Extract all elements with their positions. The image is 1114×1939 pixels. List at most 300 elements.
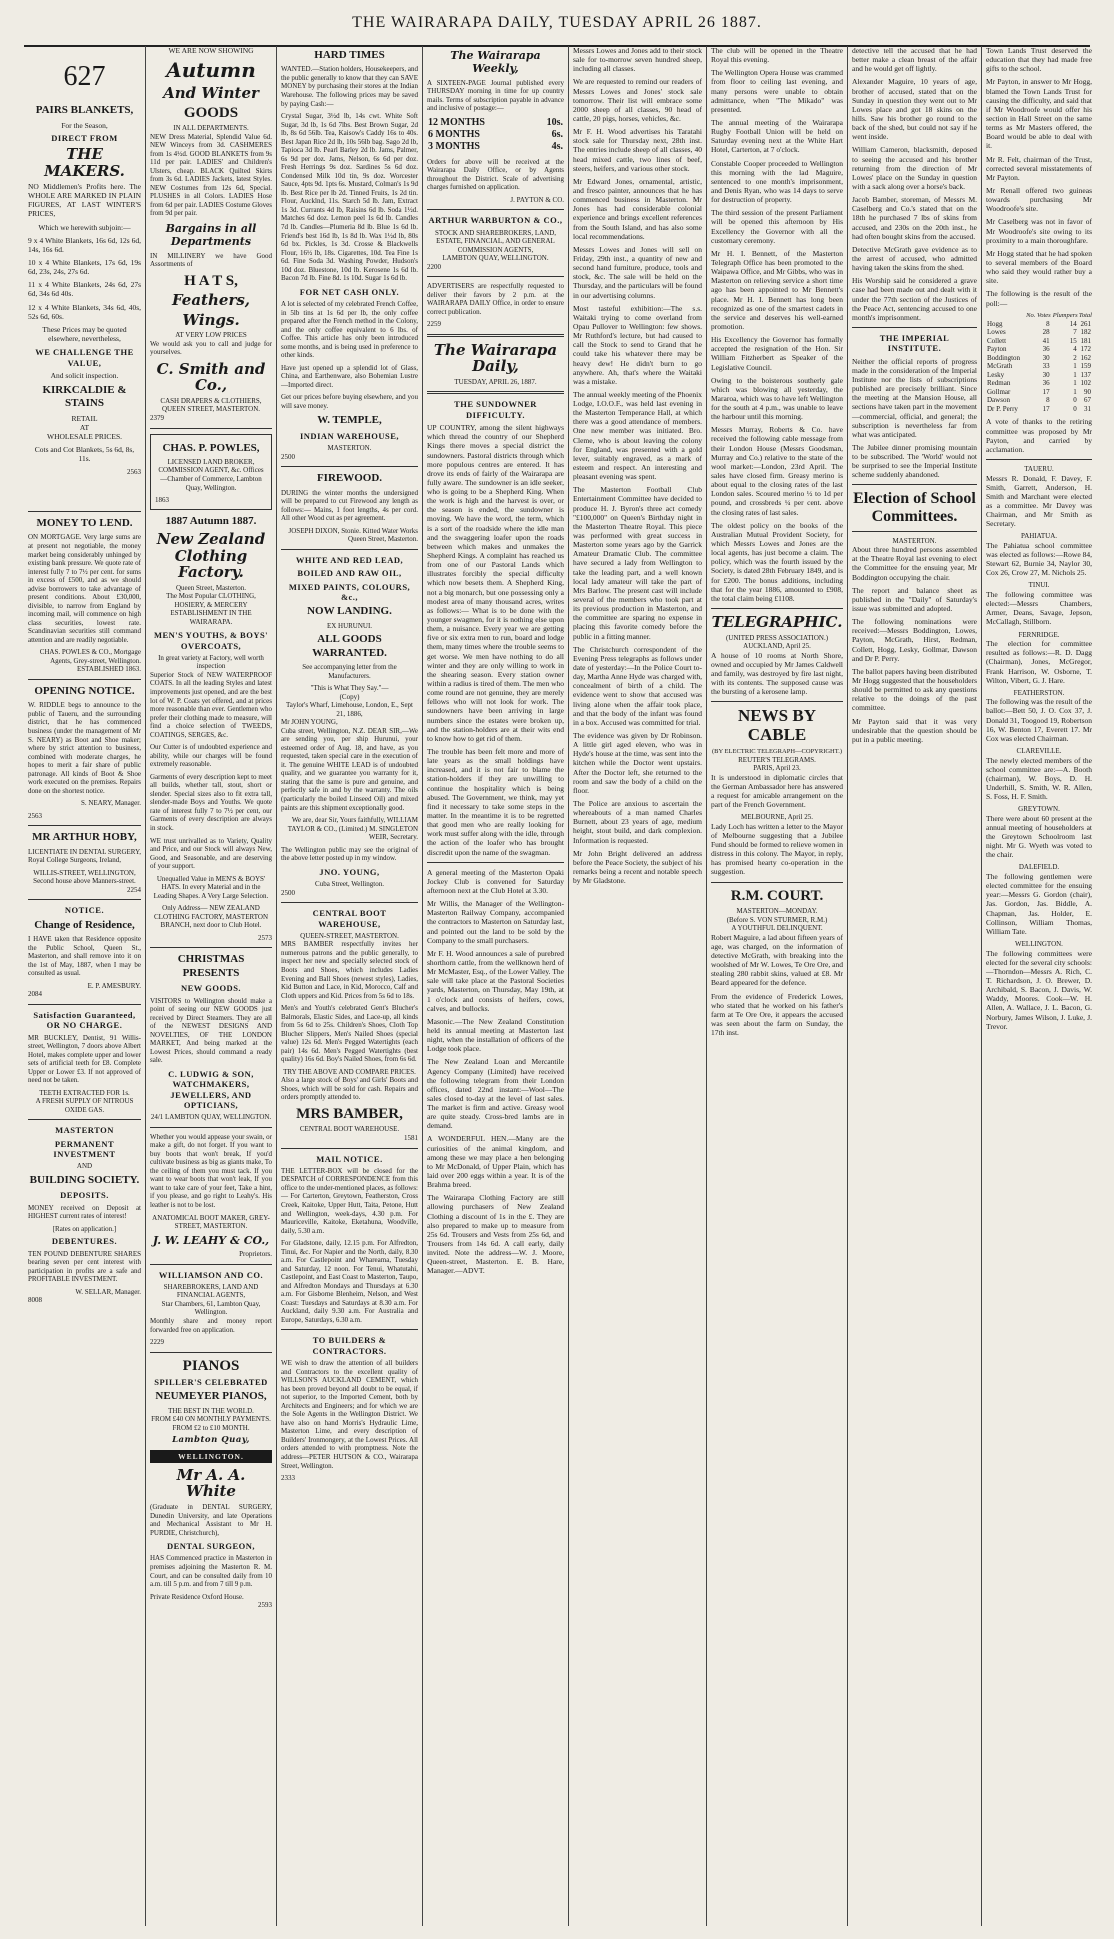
- wings: Wings.: [182, 310, 240, 329]
- poll-row: [986, 371, 1092, 380]
- dalefield-body: The following gentlemen were elected committee for the ensuing year:—Messrs G. Gordon (chair), Jas. Gordon, Jas. Biddle, A. Chapman, Jas. Holder, E. Collinson, William Thomas, William Tate.: [986, 872, 1092, 936]
- bargains: Bargains in all Departments: [165, 221, 257, 249]
- phoenix-lodge: The annual weekly meeting of the Phoenix Lodge, I.O.O.F., was held last evening in the Masterton Temperance Hall, at which there was a good attendance of members. One new member was initiated. Bro. Cleme, who is about leaving the colony for England, was presented with a gold lever, suitably engraved, as a mark of esteem and respect. An interesting and pleasant evening was spent.: [573, 389, 702, 482]
- alexander: Alexander Maguire, 10 years of age, brother of accused, stated that on the Sunday in question they went out to Mr Lowes place and got 18 skins on the hills. Saw his brother go round to the back of the shed, but could not say if he went inside.: [852, 77, 977, 142]
- jno-young: JNO. YOUNG,: [319, 866, 380, 877]
- poll-plump: 2: [1073, 353, 1077, 362]
- pianos: PIANOS: [182, 1357, 240, 1374]
- wood-sale: Mr F. H. Wood announces a sale of purebred shorthorn cattle, from the wellknown herd of Mr McMaster, Esq., of the Lower Valley. The sale will take place at the Pastoral Societies yards, Masterton, on Thursday, May 19th, at 1 o'clock and consists of heifers, cows, calves, and bullocks.: [427, 948, 564, 1013]
- poll-row: [986, 405, 1092, 414]
- visitors: VISITORS to Wellington should make a point of seeing our NEW GOODS just received by Direct Steamers. They are all of the NEWEST DESIGNS AND NOVELTIES, OF THE LONDON MARKET, And being marked at the Lowest Prices, should command a ready sale.: [150, 996, 272, 1065]
- jno-addr: Cuba Street, Wellington.: [315, 880, 384, 889]
- institute-body2: The Jubilee dinner promising mountain to be subscribed. The 'World' would not be surprised to see the Imperial Institute scheme suddenly abandoned.: [852, 442, 977, 480]
- cable-head: NEWS BY CABLE: [738, 706, 816, 744]
- warburton-addr: LAMBTON QUAY, WELLINGTON.: [442, 254, 549, 263]
- institute-body: Neither the official reports of progress made in the consideration of the Imperial Institute nor the lists of subscriptions published are precisely brilliant. Since the meeting at the Mansion House, all sections have taken part in the movement—commercial, official, and general; the subscription is nevertheless far from what was anticipated.: [852, 356, 977, 439]
- football-club: The Masterton Football Club Entertainment Committee have decided to produce H. J. Byron's three act comedy "£100,000" on Queen's Birthday night in the Masterton Theatre Royal. This piece was performed with great success in Masterton some years ago by the Garrick Amateur Dramatic Club. The committee have secured a lady from Wellington to take the leading part, and a well known local lady amateur will take the part of Mrs Barlow. The present cast will include several of the members who took part at its previous production in Masterton, and the committee are sparing no expense in placing this favorite comedy before the public in a fitting manner.: [573, 485, 702, 641]
- opening-no: 2563: [28, 811, 42, 820]
- neumeyer-city: WELLINGTON.: [150, 1450, 272, 1463]
- poll-total: 67: [1084, 396, 1091, 405]
- net-cash: FOR NET CASH ONLY.: [299, 286, 400, 297]
- lowes-jones: Messrs Lowes and Jones add to their stock sale for to-morrow seven hundred sheep, including all classes.: [573, 46, 702, 74]
- parliament: The third session of the present Parliament will be opened this afternoon by His Excellency the Governor with all the customary ceremony.: [711, 208, 843, 245]
- rate-term: 6 MONTHS: [428, 129, 480, 141]
- builders-head: TO BUILDERS & CONTRACTORS.: [312, 1335, 387, 1356]
- poll-plump: 1: [1073, 370, 1077, 379]
- low-prices: AT VERY LOW PRICES: [175, 331, 247, 340]
- millinery: IN MILLINERY we have Good Assortments of: [150, 251, 272, 269]
- telegraphic-sub: (UNITED PRESS ASSOCIATION.): [725, 633, 829, 642]
- price-line-4: 12 x 4 White Blankets, 34s 6d, 40s, 52s 6d, 60s.: [28, 302, 141, 321]
- smith-no: 2379: [150, 414, 164, 423]
- ballot: The ballot papers having been distributed Mr Hogg suggested that the householders should be permitted to ask any questions relative to the doings of the past committee.: [852, 666, 977, 713]
- masthead: [0, 0, 1114, 46]
- pahiatua-head: PAHIATUA.: [1020, 532, 1058, 541]
- cable-sub: (BY ELECTRIC TELEGRAPH—COPYRIGHT.): [711, 747, 843, 755]
- challenge: WE CHALLENGE THE VALUE,: [35, 347, 134, 368]
- cots: Cots and Cot Blankets, 5s 6d, 8s, 11s.: [34, 445, 135, 464]
- poll-votes: 17: [1042, 404, 1050, 413]
- rate-term: 12 MONTHS: [428, 116, 485, 128]
- rm-body2: From the evidence of Frederick Lowes, who stated that he worked on his father's farm at Te Ore Ore, it appears the accused was seen about the farm on Sunday, the 17th inst.: [711, 991, 843, 1038]
- wj-addr: Star Chambers, 61, Lambton Quay, Wellington.: [161, 1299, 261, 1317]
- poll-col: No. Votes: [1026, 311, 1051, 319]
- column-4: [422, 46, 568, 1926]
- nzcf-variety: In great variety at Factory, well worth inspection: [158, 653, 264, 671]
- temple-head: W. TEMPLE,: [317, 414, 382, 427]
- deposits: DEPOSITS.: [60, 1190, 109, 1201]
- white-sub: DENTAL SURGEON,: [166, 1541, 256, 1552]
- mail-body: THE LETTER-BOX will be closed for the DESPATCH of CORRESPONDENCE from this office to the under-mentioned places, as follows:— For Carterton, Greytown, Featherston, Cross Creek, Kaitoke, Upper Hutt, Taita, Petone, Hutt and Wellington, week-days, 4.30 p.m. For Mauriceville, Kaitoke, Eketahuna, Woodville, daily, 5.30 a.m.: [281, 1166, 418, 1235]
- poll-row: [986, 362, 1092, 371]
- column-3: [276, 46, 422, 1926]
- featherston-body: The following was the result of the ballot:—Bett 50, J. O. Cox 37, J. Donald 31, Toogood 19, Robertson 16, W. Benton 17, Everett 17. Mr Cox was elected Chairman.: [986, 697, 1092, 743]
- poll-name: Collett: [987, 336, 1007, 345]
- bamber: MRS BAMBER,: [296, 1105, 403, 1122]
- debentures: DEBENTURES.: [51, 1236, 118, 1247]
- poll-votes: 8: [1046, 319, 1050, 328]
- town-lands: Town Lands Trust deserved the education that they had made free gifts to the school.: [986, 46, 1092, 74]
- poll-plump: 0: [1073, 396, 1077, 405]
- cbw-addr: QUEEN-STREET, MASTERTON.: [300, 931, 399, 940]
- nzcf-head: New Zealand Clothing Factory.: [156, 530, 266, 582]
- temple-sub: INDIAN WAREHOUSE,: [299, 430, 400, 441]
- poll-name: Hogg: [987, 319, 1003, 328]
- firewood-body: DURING the winter months the undersigned will be prepared to cut Firewood any length as follows:— Mains, 1 foot lengths, 4s per cord. All other Wood cut as per agreement.: [281, 488, 418, 523]
- election-head: Election of School Committees.: [853, 490, 976, 526]
- tinui-body: The following committee was elected:—Messrs Chambers, Armer, Deans, Savage, Jepson, McCallagh, Stillborn.: [986, 589, 1092, 627]
- firewood-sign: JOSEPH DIXON, Stonie. Kitted Water Works Queen Street, Masterton.: [288, 526, 418, 544]
- direct-from: DIRECT FROM: [51, 132, 118, 143]
- white-addr: Private Residence Oxford House.: [150, 1592, 244, 1601]
- white-body: (Graduate in DENTAL SURGERY, Dunedin University, and late Operations and Mechanical Assistant to Mr H. PURDIE, Christchurch),: [150, 1502, 272, 1537]
- paper-date: TUESDAY, APRIL 26, 1887.: [454, 377, 537, 386]
- rate-price: 10s.: [546, 116, 563, 128]
- editorial-body2: The trouble has been felt more and more of late years as the small holdings have increased, and it is not fair to blame the station-holders if they are unwilling to continue the hospitality which is being abused. The Government, we think, may yet find it necessary to take some steps in the matter. In the meantime it is to be regretted that good men who are really looking for work must suffer along with the idle, through the action of the loafer who has brought discredit upon the name of the swagman.: [427, 747, 564, 857]
- feathers: Feathers,: [171, 291, 251, 310]
- clareville-body: The newly elected members of the school committee are:—A. Booth (chairman), W. Boys, D. H. Underhill, S. Smith, W. R. Allen, S. Foss, H. F. Smith.: [986, 755, 1092, 802]
- poll-votes: 30: [1042, 370, 1050, 379]
- blanket-intro: NO Middlemen's Profits here. The WHOLE ARE MARKED IN PLAIN FIGURES, AT LAST WINTER'S PRICES,: [28, 182, 141, 219]
- poll-row: [986, 328, 1092, 337]
- poll-votes: 30: [1042, 353, 1050, 362]
- remain: We are, dear Sir, Yours faithfully, WILLIAM TAYLOR & CO., (Limited.) M. SINGLETON WEIR, Secretary.: [287, 816, 418, 842]
- nzcf-body: The Most Popular CLOTHING, HOSIERY, & MERCERY ESTABLISHMENT IN THE WAIRARAPA.: [166, 592, 256, 626]
- wellington-head: WELLINGTON.: [1015, 940, 1063, 948]
- price-line-2: 10 x 4 White Blankets, 17s 6d, 19s 6d, 23s, 24s, 27s 6d.: [28, 258, 141, 277]
- poll-total: 90: [1084, 387, 1091, 396]
- taylor: Taylor's Wharf, Limehouse, London, E., Sept 21, 1886,: [285, 701, 413, 718]
- poll-votes: 36: [1042, 345, 1050, 354]
- hoby-addr: WILLIS-STREET, WELLINGTON,: [33, 868, 136, 877]
- weekly-note: Orders for above will be received at the Wairarapa Daily Office, or by Agents throughout the District. Scale of advertising charges furnished on application.: [427, 157, 564, 192]
- jones-painter: Mr Edward Jones, ornamental, artistic, and fresco painter, announces that he has commenced business in Masterton. Mr Jones has had considerable colonial experience and brings excellent references from the South Island, and has also some local recommendations.: [573, 176, 702, 241]
- rate-price: 6s.: [551, 129, 563, 141]
- featherston-head: FEATHERSTON.: [1013, 688, 1065, 697]
- rm-youth: A YOUTHFUL DELINQUENT.: [731, 924, 823, 933]
- police-notice: The Police are anxious to ascertain the whereabouts of a man named Charles Burnett, about 23 years of age, medium height, stout build, and dark complexion. Information is requested.: [573, 798, 702, 845]
- mixed-paints: MIXED PAINTS, COLOURS, &c.,: [288, 581, 411, 602]
- deposits-body: MONEY received on Deposit at HIGHEST current rates of interest!: [28, 1203, 141, 1221]
- goods-list: NEW Dress Material, Splendid Value 6d. NEW Winceys from 3d. CASHMERES from 1s 4½d. GOOD BLANKETS from 9s 11d per pair. LADIES' and Children's Ulsters, cheap. BLACK Quilted Skirts from 3s 6d. LADIES Jackets, latest Styles. NEW Costumes from 12s 6d, Special. PLUSHES in all Colors. LADIES Hose from 6d per pair. LADIES Costume Gloves from 9d per pair.: [150, 132, 272, 218]
- institute-head: THE IMPERIAL INSTITUTE.: [879, 332, 950, 354]
- reuters: REUTER'S TELEGRAMS.: [738, 755, 816, 764]
- column-7: [847, 46, 981, 1926]
- nzcf-trust: WE trust unrivalled as to Variety, Quality and Price, and our Stock will always New, Good, and Seasonable, and are deserving of your support.: [150, 836, 272, 871]
- debentures-body: TEN POUND DEBENTURE SHARES bearing seven per cent interest with participation in profits are a safe and PROFITABLE INVESTMENT.: [28, 1249, 141, 1284]
- bamber-no: 1581: [404, 1133, 418, 1142]
- quoted-note: These Prices may be quoted elsewhere, nevertheless,: [42, 324, 127, 344]
- opening-body: W. RIDDLE begs to announce to the public of Taueru, and the surrounding district, that he has commenced business (under the management of Mr S. NEARY) as Boot and Shoe maker; where by strict attention to business, combined with moderate charges, he hopes to merit a fair share of public patronage. All kinds of Boot & Shoe work executed on the premises. Repairs done on the shortest notice.: [28, 701, 141, 795]
- satisfaction: Satisfaction Guaranteed, OR NO CHARGE.: [33, 1009, 136, 1031]
- poll-total: 181: [1080, 336, 1091, 345]
- rm-head: R.M. COURT.: [730, 887, 824, 904]
- poll-name: Dr P. Perry: [987, 404, 1018, 413]
- mpibs-3: AND: [76, 1162, 93, 1171]
- hogg-stated: Mr Hogg stated that he had spoken to several members of the Board who said they would rather buy a site.: [986, 248, 1092, 286]
- column-5: [568, 46, 706, 1926]
- ludwig: C. LUDWIG & SON, WATCHMAKERS, JEWELLERS, AND OPTICIANS,: [168, 1068, 254, 1110]
- cbw-head: CENTRAL BOOT WAREHOUSE,: [312, 908, 387, 929]
- mararoa: Owing to the boisterous southerly gale which was blowing all yesterday, the Mararoa, which was to have left Wellington for the south at 4 p.m., was unable to leave the harbour until this morning.: [711, 375, 843, 422]
- cots-no: 2563: [127, 467, 141, 476]
- mail-head: MAIL NOTICE.: [316, 1153, 383, 1164]
- newspaper-header: THE WAIRARAPA DAILY, TUESDAY APRIL 26 1887.: [352, 14, 762, 31]
- fernridge-body: The election for committee resulted as follows:—R. D. Dagg (Chairman), Jones, McGregor, Frank Harrison, W. Osborne, T. Wilton, Vibert, G. J. Hare.: [986, 639, 1092, 685]
- auckland-body: A house of 10 rooms at North Shore, owned and occupied by Mr James Caldwell and family, was destroyed by fire last night, with its contents. The supposed cause was the bursting of a kerosene lamp.: [711, 650, 843, 697]
- change-body: I HAVE taken that Residence opposite the Public School, Queen St., Masterton, and shall remove into it on the 1st of May, 1887, when I may be consulted as usual.: [28, 935, 141, 978]
- new-opened: Have just opened up a splendid lot of Glass, China, and Earthenware, also Bohemian Lustre—Imported direct.: [281, 363, 418, 389]
- money-head: MONEY TO LEND.: [36, 517, 133, 530]
- warburton-no: 2200: [427, 262, 441, 271]
- masterton-body2: The report and balance sheet as published in the "Daily" of Saturday's issue was submitted and adopted.: [852, 585, 977, 614]
- now-showing: WE ARE NOW SHOWING: [168, 46, 254, 55]
- poll-total: 159: [1080, 362, 1091, 371]
- powles-head: CHAS. P. POWLES,: [162, 441, 260, 454]
- call-judge: We would ask you to call and judge for yourselves.: [150, 339, 272, 357]
- poll-votes: 33: [1042, 362, 1050, 371]
- poll-plump: 7: [1073, 328, 1077, 337]
- hard-head: HARD TIMES: [314, 49, 385, 61]
- wonderful-hen: A WONDERFUL HEN.—Many are the curiosities of the animal kingdom, and among these we may place a hen belonging to Mr McDonald, of Upper Plain, which has laid over 200 eggs within a year. It is of the Brahma breed.: [427, 1134, 564, 1190]
- ex-hurunui: EX HURUNUI.: [326, 621, 373, 630]
- poll-total: 31: [1084, 404, 1091, 413]
- hard-list: Crystal Sugar, 3½d lb, 14s cwt. White Soft Sugar, 3d lb, 1s 6d 7lbs. Best Brown Sugar, 2d lb, 8s 6d 56lb. Tea, Kaisow's Caddy 16s to 40s. Best Japan Rice 2d lb, 10s 56lb bag. Sago 2d lb, Tapioca 3d lb. Pearl Barley 2d lb. Jams, Palmer, 6s 9d per doz. Jams, Nelson, 6s 6d per doz. Fresh Herrings 9s doz. Sardines 5s 6d doz. Condensed Milk 10d tin, 9s doz. Worcester Sauce, 4pts 9d. 1pts 6s. Mustard, Colman's 1s 9d lb. Best Rice per lb 2d. Tinned Fruits, 1s 2d tin. Flour, Aucklnd, 11s. Starch 5d lb. Jam, Extract 1s 3d. Currants 4d lb, Raisins 6d lb. Soda 1½d. Matches 6d doz. Lemon peel 1s 6d lb. Candles 7d lb. Candles—Plumeria 8d lb. Blue 1s 6d lb. Friend's best 16d lb, 1s 8d lb. Wax 1½d lb, 80s 6d bx. Pickles, 1s 3d. Crosse & Blackwells Flour, 16½ lb, 18s. Cigarettes, 10d. Tea Fine 1s 6d. Fine Soda 3d. Washing Powder, Hudson's 10d doz. Bluestone, 10d lb. Kerosene 1s 6d lb. Bacon 7d lb. Fine 8d. 1s 10d. Sugar 1s 6d lb.: [281, 112, 418, 283]
- teeth-gas: A FRESH SUPPLY OF NITROUS OXIDE GAS.: [35, 1097, 134, 1114]
- rates-table: [427, 117, 564, 154]
- wj: WILLIAMSON AND CO.: [158, 1269, 264, 1280]
- smith-sub: CASH DRAPERS & CLOTHIERS,: [160, 396, 262, 405]
- loan-agency: The New Zealand Loan and Mercantile Agency Company (Limited) have received the following telegram from their London offices, dated 22nd instant:—Wool—The sales closed to-day at the level of last sales. The market is firm and active. Greasy wool are quite steady. Cross-bred lambs are in demand.: [427, 1057, 564, 1131]
- dalefield-head: DALEFIELD.: [1018, 863, 1060, 872]
- telegraphic-head: TELEGRAPHIC.: [711, 613, 843, 632]
- leahy-verse: Whether you would appease your swain, or make a gift, do not forget. If you want to buy boots that won't break, If you'd cultivate business as big as giants make, To the ceiling of them you must tack. If you want to wear boots that won't leak, If you want to take care of your feet, Take a hint, if you please, and go right to Leahy's. His leather is not to be lost.: [150, 1132, 272, 1209]
- constable-cooper: Constable Cooper proceeded to Wellington this morning with the lad Maguire, sentenced to one month's imprisonment, and Denis Ryan, who was 14 days to serve for destruction of property.: [711, 158, 843, 205]
- all-goods-warranted: ALL GOODS WARRANTED.: [312, 633, 387, 659]
- greytown-body: There were about 60 present at the annual meeting of householders at the Greytown Schoolroom last night. Mr G. Wyeth was voted to the chair.: [986, 813, 1092, 860]
- builders-body: WE wish to draw the attention of all builders and Contractors to the excellent quality of WILLSON'S AUCKLAND CEMENT, which has been proved beyond all doubt to be equal, if not superior, to the Imported Cement, both by Architects and Engineers; and for which we are the Sole Agents in the Wellington District. We have also on hand Morris's Hydraulic Lime, Masterton Lime, and every description of Builders' Ironmongery, at the Lowest Prices. All orders attended to with promptness. Note the address—PETER HUTSON & CO., Wairarapa Street, Wellington.: [281, 1359, 418, 1470]
- opera: The Wellington Opera House was crammed from floor to ceiling last evening, and many persons were unable to obtain admittance, when "The Mikado" was presented.: [711, 68, 843, 114]
- poll-votes: 17: [1042, 387, 1050, 396]
- money-body: ON MORTGAGE. Very large sums are at present not negotiable, the money market being considerably unhinged by existing bank pressure. We quote rate of interest fully 7 to 7½ per cent. for sums in excess of £500, and as we should advise borrowers to take advantage of present conditions. About £30,000, divisible, to narrow from England by incoming mail, will commence on high class securities, lowest rate. Scandinavian securities still command attention and are readily negotiable.: [28, 533, 141, 644]
- see-letter: See accompanying letter from the Manufacturers.: [302, 663, 397, 680]
- hats: H A T S,: [184, 272, 238, 289]
- worship: His Worship said he considered a grave case had been made out and dealt with it under the 77th section of the Justices of the Peace Act, sentencing accused to one month's imprisonment.: [852, 276, 977, 322]
- nzcf-mens: MEN'S YOUTHS, & BOYS' OVERCOATS,: [153, 630, 269, 651]
- paris-dateline: PARIS, April 23.: [753, 764, 801, 773]
- leahy: J. W. LEAHY & CO.,: [152, 1233, 270, 1247]
- column-6: [706, 46, 847, 1926]
- auckland-dateline: AUCKLAND, April 25.: [743, 642, 811, 651]
- temple-no: 2500: [281, 452, 295, 461]
- poll-col: Plumpers: [1052, 311, 1078, 319]
- pahiatua-body: The Pahiatua school committee was elected as follows:—Rowe 84, Stewart 62, Burnie 34, Naylor 30, Cox 26, Crow 27, M. Nichols 25.: [986, 540, 1092, 578]
- nzcf-garment: Garments of every description kept to meet all builds, whether tall, stout, short or slender. Special sizes also to fit extra tall, slender-made Boys and Youths. We quote rate of interest fully 7 to 7½ per cent, our Garments of every description are always in stock.: [150, 772, 272, 832]
- change-sign: E. P. AMESBURY.: [87, 981, 141, 990]
- poll-plump: 15: [1069, 336, 1077, 345]
- poll-plump: 1: [1073, 362, 1077, 371]
- hyde-evidence: The evidence was given by Dr Robinson. A little girl aged eleven, who was in Hyde's house at the time, was sent into the kitchen while the Doctor went upstairs. After the Doctor left, she returned to the room and saw the body of a child on the floor.: [573, 730, 702, 795]
- at: AT: [79, 422, 90, 432]
- bennett: Mr H. I. Bennett, of the Masterton Telegraph Office has been promoted to the Waipawa Office, and Mr Gibbs, who was in Masterton on relieving service a short time ago has been appointed to Mr Bennett's place. Mr H. I. Bennett has long been recognized as one of the smartest cadets in the service and deserves his well-earned promotion.: [711, 248, 843, 331]
- poll-total: 261: [1080, 319, 1091, 328]
- poll-name: Payton: [987, 345, 1007, 354]
- poll-row: [986, 379, 1092, 388]
- rugby: The annual meeting of the Wairarapa Rugby Football Union will be held on Saturday evening next at the White Hart Hotel, Carterton, at 7 o'clock.: [711, 117, 843, 155]
- requested: We are requested to remind our readers of Messrs Lowes and Jones' stock sale tomorrow. Their list will embrace some 2000 sheep of all classes, 90 head of cattle, 20 pigs, horses, vehicles, &c.: [573, 77, 702, 123]
- autumn-year: 1887 Autumn 1887.: [165, 514, 257, 527]
- debentures-no: 8008: [28, 1296, 42, 1305]
- for-season: For the Season,: [61, 120, 108, 130]
- notice-label: NOTICE.: [64, 905, 105, 916]
- weekly-sign: J. PAYTON & CO.: [510, 195, 564, 204]
- poll-name: Lowes: [987, 328, 1006, 337]
- greytown-head: GREYTOWN.: [1018, 805, 1060, 814]
- wj-no: 2229: [150, 1338, 164, 1347]
- rate-term: 3 MONTHS: [428, 141, 480, 153]
- poll-total: 137: [1080, 370, 1091, 379]
- change-no: 2084: [28, 990, 42, 999]
- bamber-sub: CENTRAL BOOT WAREHOUSE.: [299, 1125, 400, 1134]
- column-1: [24, 46, 145, 1926]
- poll-name: McGrath: [987, 362, 1013, 371]
- neumeyer-sub: THE BEST IN THE WORLD.: [168, 1406, 254, 1415]
- fernridge-head: FERNRIDGE.: [1018, 630, 1060, 639]
- lowes-furniture: Messrs Lowes and Jones will sell on Friday, 29th inst., a quantity of new and second hand furniture, produce, tools and stock, &c. The sale will be held on the Thursday, and the particulars will be found in our advertising columns.: [573, 244, 702, 300]
- hard-body: WANTED.—Station holders, Housekeepers, and the public generally to know that they can SAVE MONEY by purchasing their stores at the Indian Warehouse. The following prices may be saved by paying Cash:—: [281, 65, 418, 108]
- leahy-prop: Proprietors.: [239, 1250, 272, 1258]
- poll-name: Boddington: [987, 353, 1021, 362]
- masonic: Masonic.—The New Zealand Constitution held its annual meeting at Masterton last night, when the installation of officers of the Lodge took place.: [427, 1016, 564, 1054]
- builders-no: 2333: [281, 1474, 295, 1483]
- smith-firm: C. Smith and Co.,: [156, 359, 266, 395]
- rate-price: 4s.: [551, 141, 563, 153]
- xmas: CHRISTMAS PRESENTS: [177, 953, 245, 979]
- retail: RETAIL: [71, 413, 98, 423]
- clothing-factory-item: The Wairarapa Clothing Factory are still allowing purchasers of New Zealand Clothing a discount of 1s in the £. They are also prepared to make up to measure from 25s 6d. Trousers and Vests from 25s 6d, and Trousers from 14s 6d. A call early, daily invited. Note the address—W. J. Moore, Queen-street, Masterton. E. B. Hare, Manager.—ADVT.: [427, 1193, 564, 1276]
- poll-votes: 41: [1042, 336, 1050, 345]
- autumn: Autumn: [166, 58, 256, 83]
- nzcf-cutter: Our Cutter is of undoubted experience and ability, while our charges will be found extremely reasonable.: [150, 743, 272, 769]
- editorial-head: THE SUNDOWNER DIFFICULTY.: [454, 399, 537, 420]
- column-2: [145, 46, 276, 1926]
- kirkcaldie-firm: KIRKCALDIE & STAINS: [42, 384, 127, 410]
- smith-addr: QUEEN STREET, MASTERTON.: [161, 405, 261, 414]
- neumeyer-addr: Lambton Quay,: [172, 1435, 250, 1446]
- price-line-1: 9 x 4 White Blankets, 16s 6d, 12s 6d, 14s, 16s 6d.: [28, 235, 141, 254]
- theatre: The club will be opened in the Theatre Royal this evening.: [711, 46, 843, 65]
- jockey-club: A general meeting of the Masterton Opaki Jockey Club is convened for Saturday afternoon next at the Club Hotel at 3.30.: [427, 867, 564, 895]
- poll-total: 172: [1080, 345, 1091, 354]
- poll-total: 162: [1080, 353, 1091, 362]
- tinui-head: TINUI.: [1028, 581, 1050, 590]
- white-red-lead: WHITE AND RED LEAD,: [295, 554, 404, 565]
- detective-told: detective tell the accused that he had better make a clean breast of the affair and he would get off lightly.: [852, 46, 977, 74]
- masterton-body: About three hundred persons assembled at the Theatre Royal last evening to elect the Committee for the ensuing year, Mr Boddington occupying the chair.: [852, 545, 977, 582]
- rm-body: Robert Maguire, a lad about fifteen years of age, was charged, on the information of detective McGrath, with breaking into the woolshed of Mr W. Lowes, Te Ore Ore, and stealing 280 rabbit skins, valued at £8. Mr Beard appeared for the defence.: [711, 932, 843, 988]
- nzcf-addr2: Only Address— NEW ZEALAND CLOTHING FACTORY, MASTERTON BRANCH, next door to Club Hotel.: [154, 904, 268, 930]
- hoby-floor: Second house above Manners-street.: [33, 877, 136, 886]
- cbw-body4: Also a large stock of Boys' and Girls' Boots and Shoes, which will be sold for cash. Repairs and orders promptly attended to.: [281, 1076, 418, 1102]
- spillers: SPILLER'S CELEBRATED: [154, 1377, 268, 1388]
- hoby-no: 2254: [127, 885, 141, 894]
- temple-addr: MASTERTON.: [327, 444, 372, 453]
- copy: (Copy): [339, 692, 360, 701]
- rm-sub: MASTERTON—MONDAY.: [736, 907, 818, 916]
- new-goods: NEW GOODS.: [180, 983, 242, 994]
- poll-name: Gollmar: [987, 387, 1011, 396]
- which-subjoin: Which we herewith subjoin:—: [38, 222, 131, 232]
- money-sign: CHAS. POWLES & CO., Mortgage Agents, Grey-street, Wellington. ESTABLISHED 1863.: [39, 648, 141, 674]
- blanket-count: 627: [63, 61, 106, 92]
- opening-sign: S. NEARY, Manager.: [81, 799, 141, 808]
- melbourne-dateline: MELBOURNE, April 25.: [741, 813, 813, 822]
- neumeyer-price: FROM £40 ON MONTHLY PAYMENTS.: [151, 1415, 271, 1424]
- powles-body: LICENSED LAND BROKER, COMMISSION AGENT, &c. Offices—Chamber of Commerce, Lambton Quay, Wellington.: [158, 457, 264, 492]
- taylor-to: Mr JOHN YOUNG,: [281, 718, 338, 727]
- felt: Mr R. Felt, chairman of the Trust, corrected several misstatements of Mr Payton.: [986, 154, 1092, 182]
- cbw-body3: TRY THE ABOVE AND COMPARE PRICES.: [283, 1067, 416, 1076]
- mpibs-1: MASTERTON: [55, 1125, 114, 1136]
- the-makers: THE MAKERS.: [44, 145, 125, 180]
- firewood-head: FIREWOOD.: [316, 472, 383, 485]
- white-no: 2593: [258, 1601, 272, 1610]
- poll-name: Lesky: [987, 370, 1005, 379]
- poll-votes: 36: [1042, 379, 1050, 388]
- weekly-head: The Wairarapa Weekly,: [450, 49, 541, 76]
- blankets-title: PAIRS BLANKETS,: [35, 104, 134, 117]
- bright-address: Mr John Bright delivered an address before the Peace Society, the subject of his remarks being a recent and notable speech by Mr Gladstone.: [573, 848, 702, 886]
- detective-mcgrath: Detective McGrath gave evidence as to the arrest of accused, who admitted having taken the skins from the shed.: [852, 244, 977, 273]
- hoby-head: MR ARTHUR HOBY,: [32, 831, 137, 844]
- poll-row: [986, 388, 1092, 397]
- poll-plump: 4: [1073, 345, 1077, 354]
- poll-row: [986, 337, 1092, 346]
- ludwig-addr: 24/1 LAMBTON QUAY, WELLINGTON.: [150, 1113, 272, 1122]
- poll-votes: 8: [1046, 396, 1050, 405]
- caselberg: Mr Caselberg was not in favor of Mr Woodroofe's site owing to its proximity to a main thoroughfare.: [986, 217, 1092, 245]
- white-body2: HAS Commenced practice in Masterton in premises adjoining the Masterton R. M. Court, and can be consulted daily from 10 a.m. till 5 p.m. and from 7 till 9 p.m.: [150, 1554, 272, 1589]
- nzcf-addr: Queen Street, Masterton.: [176, 583, 246, 592]
- powles-no: 1863: [155, 496, 169, 505]
- poll-plump: 14: [1069, 319, 1077, 328]
- masterton-head: MASTERTON.: [892, 536, 937, 545]
- payton-answer: Mr Payton, in answer to Mr Hogg, blamed the Town Lands Trust for causing the difficulty, and said that if Mr Woodroofe would offer his section in Hall Street on the same terms as Mr Masters offered, the Board would be able to deal with it.: [986, 77, 1092, 151]
- white-head: Mr A. A. White: [176, 1465, 246, 1501]
- renall: Mr Renall offered two guineas towards purchasing Mr Woodroofe's site.: [986, 185, 1092, 214]
- wood-taratahi: Mr F. H. Wood advertises his Taratahi stock sale for Thursday next, 28th inst. The entries include sheep of all classes, 40 head mixed cattle, two lines of beef, steers, heifers, and various other stock.: [573, 127, 702, 173]
- hoby-body: LICENTIATE IN DENTAL SURGERY, Royal College Surgeons, Ireland,: [28, 847, 141, 865]
- poll-plump: 0: [1073, 404, 1077, 413]
- poll-name: Redman: [987, 379, 1011, 388]
- wellington-pub: The Wellington public may see the original of the above letter posted up in my window.: [281, 845, 418, 863]
- price-line-3: 11 x 4 White Blankets, 24s 6d, 27s 6d, 34s 6d 40s.: [28, 280, 141, 299]
- nzcf-stock: Superior Stock of NEW WATERPROOF COATS. In all the leading Styles and latest improvements just opened, and are the best lot of W. P. Coats yet offered, and at prices more reasonable than ever. Gentlemen who prefer their clothing made to measure, will find a choice selection of TWEEDS, COATINGS, SERGES, &c.: [150, 670, 272, 739]
- satisfaction-body: MR BUCKLEY, Dentist, 91 Willis-street, Wellington, 7 doors above Albert Hotel, makes complete upper and lower sets of artificial teeth for £8. Complete Upper or Lower £3. If not approved of need not be taken.: [28, 1033, 141, 1085]
- neumeyer: NEUMEYER PIANOS,: [155, 1390, 267, 1403]
- willis-item: Mr Willis, the Manager of the Wellington-Masterton Railway Company, accompanied the contractors to Masterton on Saturday last, and pointed out the land to be sold by the Company to the small purchasers.: [427, 899, 564, 945]
- christchurch: The Christchurch correspondent of the Evening Press telegraphs as follows under date of yesterday:—In the Police Court to-day, Martha Anne Hyde was charged with, concealment of birth of a child. The evidence went to show that accused was living alone when the affair took place, and that the body of the infant was found in a box. Accused was committed for trial.: [573, 644, 702, 727]
- goods: GOODS: [183, 104, 239, 121]
- poll-name: Dawson: [987, 396, 1010, 405]
- paper-title: The Wairarapa Daily,: [433, 340, 558, 376]
- cost-note: Get our prices before buying elsewhere, and you will save money.: [281, 393, 418, 410]
- taueru-body: Messrs R. Donald, F. Davey, F. Smith, Garrett, Anderson, H. Smith and Marchant were elected as a committee. Mr Davey was Chairman, and Mr Smith as Secretary.: [986, 473, 1092, 529]
- poll-votes: 28: [1042, 328, 1050, 337]
- poll-row: [986, 320, 1092, 329]
- taueru-head: TAUERU.: [1024, 464, 1054, 473]
- column-8: [981, 46, 1096, 1926]
- murray-roberts: Messrs Murray, Roberts & Co. have received the following cable message from their London House (Messrs Goodsman, Murray and Co.) relative to the state of the wool market:—London, 23rd April. The sales have closed firm. Greasy merino is about equal to the closing rates of the last London sales. Scoured merino ½ to 1d per pound, and crossbreds ¼ per cent. above the closing rates of last sales.: [711, 425, 843, 517]
- debentures-sign: W. SELLAR, Manager.: [75, 1287, 141, 1296]
- payton-said: Mr Payton said that it was very undesirable that the question should be put in a public meeting.: [852, 716, 977, 744]
- warburton-head: ARTHUR WARBURTON & CO.,: [428, 215, 563, 226]
- poll-total: 102: [1080, 379, 1091, 388]
- adv-note: ADVERTISERS are respectfully requested to deliver their favors by 2 p.m. at the WAIRARAPA DAILY Office, in order to ensure correct publication.: [427, 282, 564, 316]
- poll-row: [986, 345, 1092, 354]
- warburton-sub: STOCK AND SHAREBROKERS, LAND, ESTATE, FINANCIAL, AND GENERAL COMMISSION AGENTS,: [434, 228, 557, 254]
- wellington-body: The following committees were elected for the several city schools:—Thorndon—Messrs A. Rich, C. T. Richardson, J. O. Brewer, D. Archibald, S. Bacon, J. Davis, W. Waddy, Moores. Cook—W. H. Allen, A. Wallace, J. L. Bacon, G. Norbury, James Wilson, J. Luke, J. Trevor.: [986, 948, 1092, 1031]
- jacob-bamber: Jacob Bamber, storeman, of Messrs M. Caselberg and Co.'s stated that on the 18th he purchased 7 lbs of skins from accused, and 230s on the 20th inst., he had often bought skins from the accused.: [852, 195, 977, 241]
- cameron: William Cameron, blacksmith, deposed to seeing the accused and his brother returning from the direction of Mr Lowes' place on the Sunday in question with a sack along over a horse's back.: [852, 145, 977, 191]
- now-landing: NOW LANDING.: [307, 605, 392, 618]
- this-is: "This is What They Say."—: [310, 684, 389, 693]
- amp-policy: The oldest policy on the books of the Australian Mutual Provident Society, for which Messrs Lowes and Jones are the local agents, has just become a claim. The policy, which was the fourth issued by the Society, is dated 28th February 1849, and is for £200. The bonus additions, including that for the year 1886, amounted to £908, the total claim being £1108.: [711, 520, 843, 603]
- paris-body: It is understood in diplomatic circles that the German Ambassador here has answered a request for amicable arrangement on the part of the French Government.: [711, 772, 843, 810]
- deposits-note: [Rates on application.]: [52, 1224, 117, 1233]
- solicit: And solicit inspection.: [50, 370, 119, 380]
- teeth: TEETH EXTRACTED FOR 1s.: [39, 1088, 130, 1097]
